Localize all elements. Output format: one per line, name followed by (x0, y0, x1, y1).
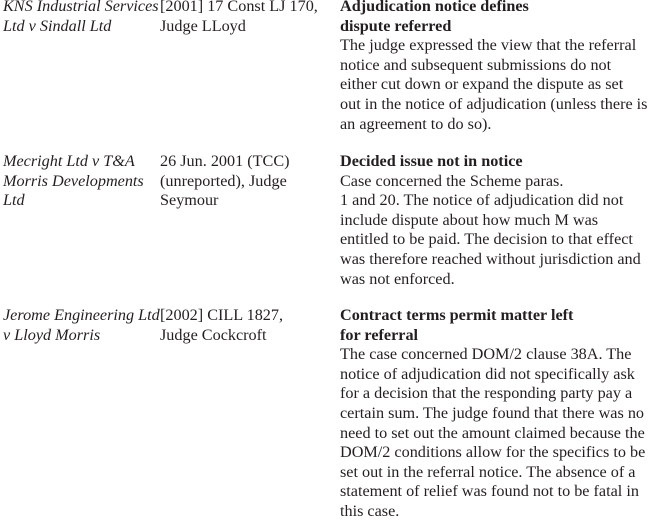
text-line: for a decision that the responding party pay a (340, 384, 633, 403)
citation-line: Judge Cockcroft (160, 325, 267, 344)
citation-line: 26 Jun. 2001 (TCC) (160, 152, 290, 170)
text-line: certain sum. The judge found that there was no (340, 403, 645, 422)
heading-line: Contract terms permit matter left (340, 306, 574, 324)
citation (160, 0, 330, 36)
text-line: was not enforced. (340, 269, 455, 288)
summary-heading (340, 306, 650, 345)
case-name-line: v Lloyd Morris (3, 325, 101, 344)
text-line: DOM/2 conditions allow for the specifics to be (340, 443, 646, 462)
citation-line: Judge LLoyd (160, 16, 246, 35)
text-line: was therefore reached without jurisdiction and (340, 249, 641, 268)
case-summary (340, 306, 650, 522)
text-line: statement of relief was found not to be fatal in (340, 482, 639, 501)
heading-line: Decided issue not in notice (340, 152, 523, 170)
heading-line: for referral (340, 325, 419, 344)
text-line: this case. (340, 501, 400, 520)
citation-line: [2001] 17 Const LJ 170, (160, 0, 318, 15)
case-name-line: Mecright Ltd v T&A (3, 152, 135, 170)
citation (160, 152, 330, 211)
citation-line: [2002] CILL 1827, (160, 306, 284, 324)
text-line: set out in the referral notice. The absence of a (340, 462, 636, 481)
text-line: The judge expressed the view that the referral (340, 36, 637, 55)
text-line: notice and subsequent submissions do not (340, 55, 612, 74)
text-line: include dispute about how much M was (340, 210, 599, 229)
heading-line: dispute referred (340, 16, 452, 35)
summary-text (340, 345, 650, 521)
text-line: Case concerned the Scheme paras. (340, 171, 564, 190)
case-summary (340, 0, 650, 134)
case-name (3, 0, 159, 36)
summary-text (340, 36, 650, 134)
case-name-line: Jerome Engineering Ltd (3, 306, 160, 324)
summary-text (340, 172, 650, 290)
text-line: The case concerned DOM/2 clause 38A. The (340, 345, 632, 364)
citation (160, 306, 330, 345)
citation-line: Seymour (160, 191, 219, 210)
text-line: an agreement to do so). (340, 114, 492, 133)
summary-heading (340, 0, 650, 36)
citation-line: (unreported), Judge (160, 171, 287, 190)
text-line: notice of adjudication did not specifically ask (340, 364, 635, 383)
case-name (3, 306, 160, 345)
summary-heading (340, 152, 650, 172)
case-name-line: Morris Developments (3, 171, 144, 190)
case-name (3, 152, 153, 211)
heading-line: Adjudication notice defines (340, 0, 529, 15)
text-line: 1 and 20. The notice of adjudication did not (340, 191, 624, 210)
text-line: either cut down or expand the dispute as set (340, 75, 624, 94)
case-name-line: Ltd (3, 191, 25, 210)
case-name-line: KNS Industrial Services (3, 0, 159, 15)
text-line: entitled to be paid. The decision to that effect (340, 230, 633, 249)
text-line: need to set out the amount claimed because the (340, 423, 645, 442)
case-summary (340, 152, 650, 289)
case-name-line: Ltd v Sindall Ltd (3, 16, 112, 35)
text-line: out in the notice of adjudication (unless there is (340, 94, 648, 113)
